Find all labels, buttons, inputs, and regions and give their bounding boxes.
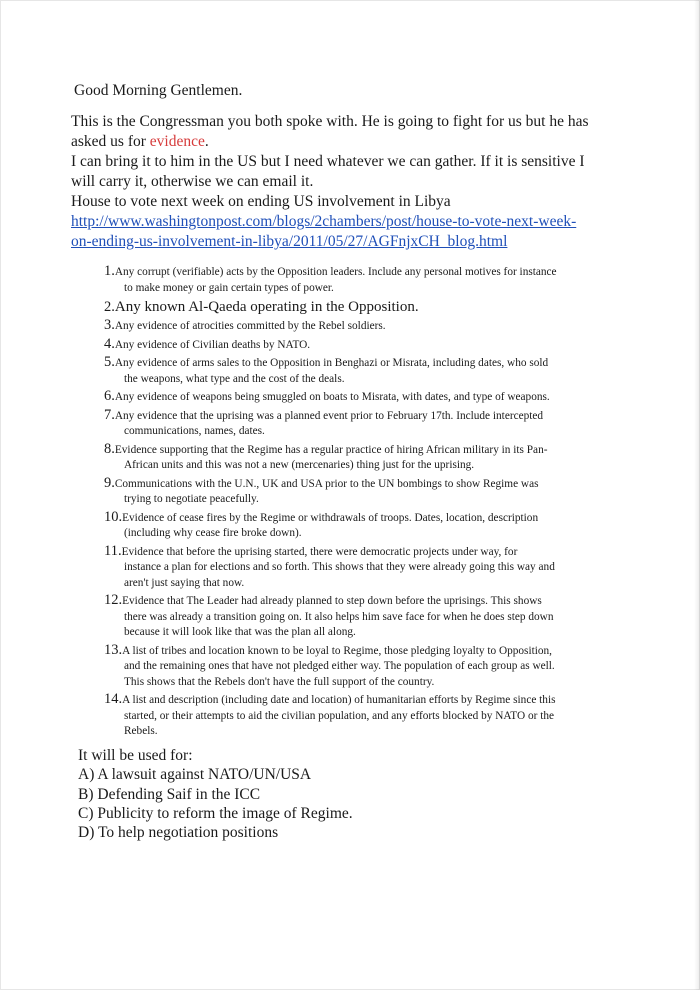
list-item <box>104 544 629 592</box>
list-item-first-line <box>104 264 629 281</box>
list-item-number: 9. <box>104 474 115 491</box>
list-item-number: 1. <box>104 263 115 279</box>
list-item-first-line <box>104 298 629 316</box>
list-item <box>104 337 629 354</box>
intro-line <box>71 132 631 152</box>
greeting: Good Morning Gentlemen. <box>74 82 243 99</box>
list-item-text: Any evidence of atrocities committed by the Rebel soldiers. <box>114 320 386 332</box>
list-item-number: 10. <box>104 508 123 525</box>
list-item-first-line <box>104 544 629 561</box>
list-item-text: Any evidence that the uprising was a planned event prior to February 17th. Include intercepted <box>114 409 544 422</box>
list-item-text: Evidence that before the uprising started, there were democratic projects under way, for <box>121 545 518 558</box>
list-item <box>104 408 629 440</box>
evidence-highlight: evidence <box>149 133 205 150</box>
list-item-first-line <box>104 318 629 335</box>
list-item-continuation: there was already a transition going on. It also helps him save face for when he does step down <box>124 610 554 623</box>
list-item-continuation: the weapons, what type and the cost of the deals. <box>124 372 345 385</box>
list-item-continuation: aren't just saying that now. <box>124 576 245 589</box>
list-item <box>104 298 629 316</box>
list-item-first-line <box>104 476 629 493</box>
usage-option: B) Defending Saif in the ICC <box>78 785 261 803</box>
list-item <box>104 264 629 296</box>
list-item-continuation: communications, names, dates. <box>124 425 265 437</box>
list-item-continuation: to make money or gain certain types of power. <box>124 281 334 294</box>
list-item-text: Evidence of cease fires by the Regime or withdrawals of troops. Dates, location, description <box>122 511 539 524</box>
intro-line: will carry it, otherwise we can email it. <box>71 173 314 190</box>
list-item <box>104 643 629 691</box>
list-item-number: 7. <box>104 406 115 423</box>
list-item-text: Any corrupt (verifiable) acts by the Opposition leaders. Include any personal motives for instance <box>114 266 557 278</box>
list-item <box>104 355 629 387</box>
list-item-continuation: and the remaining ones that have not pledged either way. The population of each group as well. <box>124 660 555 672</box>
list-item-number: 13. <box>104 641 123 658</box>
list-item-text: Evidence that The Leader had already planned to step down before the uprisings. This shows <box>122 595 542 607</box>
usage-section <box>78 746 353 842</box>
list-item-first-line <box>104 442 629 459</box>
list-item-first-line <box>104 389 629 406</box>
article-link-line-1[interactable]: http://www.washingtonpost.com/blogs/2chambers/post/house-to-vote-next-week- <box>71 213 577 230</box>
list-item-number: 3. <box>104 317 115 333</box>
list-item-first-line <box>104 510 629 527</box>
usage-option: C) Publicity to reform the image of Regime. <box>78 804 353 822</box>
intro-text: asked us for <box>71 133 150 150</box>
list-item-continuation: (including why cease fire broke down). <box>124 527 302 539</box>
list-item-first-line <box>104 355 629 372</box>
evidence-request-list <box>104 264 629 742</box>
list-item-first-line <box>104 692 629 709</box>
intro-line: House to vote next week on ending US involvement in Libya <box>71 193 451 210</box>
list-item-continuation: because it will look like that was the plan all along. <box>124 626 356 638</box>
list-item <box>104 593 629 641</box>
list-item-number: 4. <box>104 335 115 352</box>
usage-option: A) A lawsuit against NATO/UN/USA <box>78 766 312 784</box>
list-item-text: Communications with the U.N., UK and USA prior to the UN bombings to show Regime was <box>114 477 539 490</box>
list-item-number: 11. <box>104 542 122 559</box>
list-item-number: 6. <box>104 388 115 404</box>
list-item-first-line <box>104 643 629 660</box>
list-item <box>104 389 629 406</box>
article-link-line-2[interactable]: on-ending-us-involvement-in-libya/2011/05/27/AGFnjxCH_blog.html <box>71 233 508 250</box>
list-item-text: Any evidence of weapons being smuggled on boats to Misrata, with dates, and type of weapons. <box>114 391 550 403</box>
list-item-number: 14. <box>104 691 123 707</box>
list-item-number: 12. <box>104 592 123 608</box>
list-item-continuation: Rebels. <box>124 725 158 737</box>
list-item-continuation: trying to negotiate peacefully. <box>124 493 259 505</box>
list-item-text: Any known Al-Qaeda operating in the Opposition. <box>114 299 419 315</box>
list-item-continuation: This shows that the Rebels don't have the full support of the country. <box>124 675 435 688</box>
list-item-text: Evidence supporting that the Regime has a regular practice of hiring African military in its Pan- <box>114 443 548 456</box>
list-item-first-line <box>104 337 629 354</box>
list-item <box>104 692 629 740</box>
list-item-number: 2. <box>104 299 115 315</box>
intro-line: This is the Congressman you both spoke with. He is going to fight for us but he has <box>71 113 589 130</box>
list-item-continuation: African units and this was not a new (mercenaries) thing just for the uprising. <box>124 459 475 471</box>
list-item-number: 8. <box>104 440 115 457</box>
usage-option: D) To help negotiation positions <box>78 824 279 842</box>
intro-text: . <box>204 133 209 150</box>
list-item <box>104 510 629 542</box>
list-item-first-line <box>104 593 629 610</box>
page-edge-shadow <box>694 0 700 990</box>
list-item-text: A list of tribes and location known to be loyal to Regime, those pledging loyalty to Opposition, <box>122 644 552 657</box>
list-item-text: Any evidence of arms sales to the Opposition in Benghazi or Misrata, including dates, who sold <box>114 357 549 369</box>
list-item <box>104 442 629 474</box>
list-item <box>104 476 629 508</box>
list-item-continuation: started, or their attempts to aid the civilian population, and any efforts blocked by NATO or the <box>124 709 555 722</box>
intro-line: I can bring it to him in the US but I need whatever we can gather. If it is sensitive I <box>71 153 585 170</box>
list-item-number: 5. <box>104 354 115 370</box>
list-item-continuation: instance a plan for elections and so forth. This shows that they were already going this way and <box>124 561 555 573</box>
list-item-first-line <box>104 408 629 425</box>
list-item-text: Any evidence of Civilian deaths by NATO. <box>114 338 311 351</box>
usage-heading: It will be used for: <box>78 747 193 764</box>
list-item-text: A list and description (including date and location) of humanitarian efforts by Regime since this <box>122 694 556 706</box>
list-item <box>104 318 629 335</box>
intro-paragraph <box>71 112 631 252</box>
